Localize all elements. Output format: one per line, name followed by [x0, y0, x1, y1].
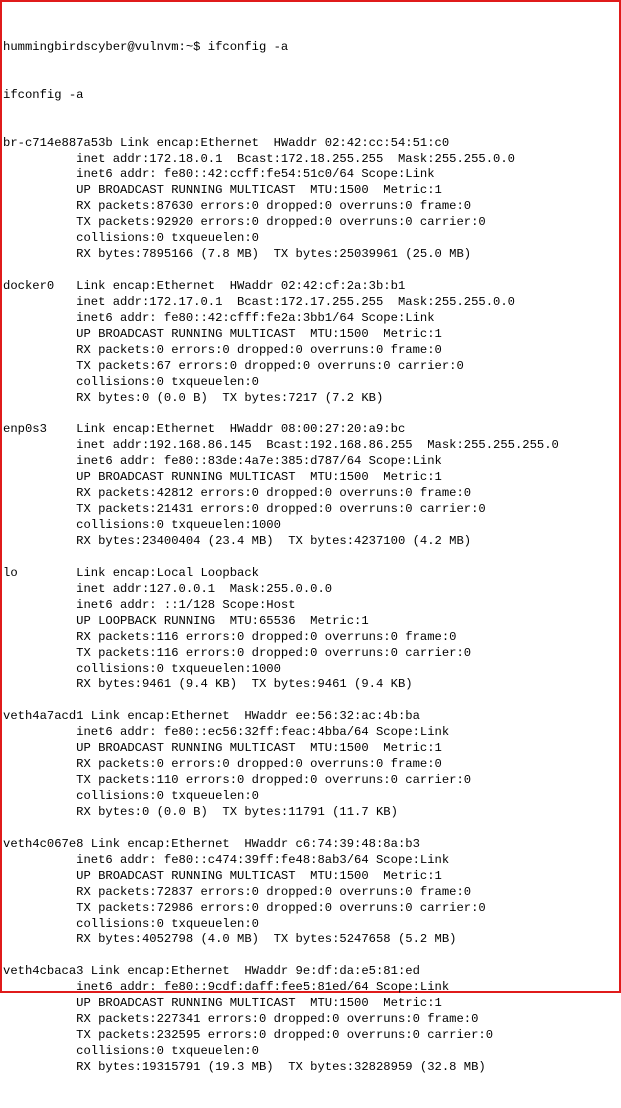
interface-detail-line: inet6 addr: fe80::83de:4a7e:385:d787/64 Scope:Link — [3, 454, 442, 469]
interface-detail-line: RX packets:116 errors:0 dropped:0 overruns:0 frame:0 — [3, 629, 457, 644]
interface-header-line: docker0 Link encap:Ethernet HWaddr 02:42:cf:2a:3b:b1 — [3, 279, 406, 294]
interface-detail-line: inet6 addr: fe80::42:ccff:fe54:51c0/64 Scope:Link — [3, 167, 435, 182]
interface-header-line: enp0s3 Link encap:Ethernet HWaddr 08:00:27:20:a9:bc — [3, 422, 406, 437]
interface-detail-line: TX packets:116 errors:0 dropped:0 overruns:0 carrier:0 — [3, 645, 472, 660]
interface-detail-line: TX packets:92920 errors:0 dropped:0 overruns:0 carrier:0 — [3, 215, 486, 230]
interface-detail-line: TX packets:72986 errors:0 dropped:0 overruns:0 carrier:0 — [3, 900, 486, 915]
interface-header-line: lo Link encap:Local Loopback — [3, 565, 259, 580]
interface-detail-line: RX bytes:19315791 (19.3 MB) TX bytes:32828959 (32.8 MB) — [3, 1059, 486, 1074]
interface-block — [3, 837, 619, 965]
interface-detail-line: UP BROADCAST RUNNING MULTICAST MTU:1500 Metric:1 — [3, 996, 442, 1011]
interface-detail-line: RX packets:0 errors:0 dropped:0 overruns:0 frame:0 — [3, 342, 442, 357]
interface-detail-line: RX packets:87630 errors:0 dropped:0 overruns:0 frame:0 — [3, 199, 472, 214]
interface-detail-line: collisions:0 txqueuelen:0 — [3, 1044, 259, 1059]
interface-detail-line: RX bytes:23400404 (23.4 MB) TX bytes:4237100 (4.2 MB) — [3, 534, 472, 549]
interface-detail-line: RX bytes:4052798 (4.0 MB) TX bytes:5247658 (5.2 MB) — [3, 932, 457, 947]
interface-detail-line: inet6 addr: fe80::ec56:32ff:feac:4bba/64 Scope:Link — [3, 725, 450, 740]
interface-block — [3, 964, 619, 1076]
command-echo-line: ifconfig -a — [3, 87, 84, 102]
blank-line — [3, 550, 619, 566]
interface-detail-line: TX packets:110 errors:0 dropped:0 overruns:0 carrier:0 — [3, 773, 472, 788]
interface-detail-line: TX packets:232595 errors:0 dropped:0 overruns:0 carrier:0 — [3, 1028, 494, 1043]
interface-detail-line: UP BROADCAST RUNNING MULTICAST MTU:1500 Metric:1 — [3, 183, 442, 198]
interface-block — [3, 279, 619, 422]
interface-block — [3, 709, 619, 837]
interface-header-line: veth4a7acd1 Link encap:Ethernet HWaddr ee:56:32:ac:4b:ba — [3, 709, 420, 724]
interface-header-line: br-c714e887a53b Link encap:Ethernet HWaddr 02:42:cc:54:51:c0 — [3, 135, 450, 150]
terminal-output[interactable] — [3, 8, 619, 1108]
interface-detail-line: RX bytes:7895166 (7.8 MB) TX bytes:25039961 (25.0 MB) — [3, 247, 472, 262]
interface-detail-line: inet addr:127.0.0.1 Mask:255.0.0.0 — [3, 581, 333, 596]
interface-detail-line: inet addr:192.168.86.145 Bcast:192.168.86.255 Mask:255.255.255.0 — [3, 438, 559, 453]
interface-detail-line: UP BROADCAST RUNNING MULTICAST MTU:1500 Metric:1 — [3, 326, 442, 341]
interface-detail-line: RX packets:227341 errors:0 dropped:0 overruns:0 frame:0 — [3, 1012, 479, 1027]
interface-block — [3, 566, 619, 709]
interface-detail-line: UP BROADCAST RUNNING MULTICAST MTU:1500 Metric:1 — [3, 470, 442, 485]
blank-line — [3, 263, 619, 279]
interface-block — [3, 422, 619, 565]
interface-detail-line: TX packets:21431 errors:0 dropped:0 overruns:0 carrier:0 — [3, 502, 486, 517]
interface-header-line: veth4cbaca3 Link encap:Ethernet HWaddr 9e:df:da:e5:81:ed — [3, 964, 420, 979]
interface-detail-line: collisions:0 txqueuelen:1000 — [3, 518, 281, 533]
interface-detail-line: collisions:0 txqueuelen:0 — [3, 789, 259, 804]
interface-list — [3, 136, 619, 1076]
interface-detail-line: inet6 addr: ::1/128 Scope:Host — [3, 597, 296, 612]
interface-detail-line: UP BROADCAST RUNNING MULTICAST MTU:1500 Metric:1 — [3, 868, 442, 883]
interface-detail-line: RX packets:72837 errors:0 dropped:0 overruns:0 frame:0 — [3, 884, 472, 899]
interface-detail-line: collisions:0 txqueuelen:1000 — [3, 661, 281, 676]
interface-detail-line: RX bytes:9461 (9.4 KB) TX bytes:9461 (9.4 KB) — [3, 677, 413, 692]
blank-line — [3, 948, 619, 964]
blank-line — [3, 821, 619, 837]
interface-header-line: veth4c067e8 Link encap:Ethernet HWaddr c6:74:39:48:8a:b3 — [3, 836, 420, 851]
interface-detail-line: collisions:0 txqueuelen:0 — [3, 231, 259, 246]
blank-line — [3, 693, 619, 709]
command-prompt-line: hummingbirdscyber@vulnvm:~$ ifconfig -a — [3, 39, 289, 54]
interface-detail-line: RX bytes:0 (0.0 B) TX bytes:7217 (7.2 KB) — [3, 390, 384, 405]
interface-detail-line: RX bytes:0 (0.0 B) TX bytes:11791 (11.7 KB) — [3, 804, 398, 819]
interface-detail-line: UP BROADCAST RUNNING MULTICAST MTU:1500 Metric:1 — [3, 741, 442, 756]
interface-detail-line: inet6 addr: fe80::9cdf:daff:fee5:81ed/64 Scope:Link — [3, 980, 450, 995]
interface-detail-line: inet addr:172.18.0.1 Bcast:172.18.255.255 Mask:255.255.0.0 — [3, 151, 515, 166]
interface-detail-line: inet addr:172.17.0.1 Bcast:172.17.255.255 Mask:255.255.0.0 — [3, 294, 515, 309]
interface-detail-line: RX packets:0 errors:0 dropped:0 overruns:0 frame:0 — [3, 757, 442, 772]
interface-detail-line: inet6 addr: fe80::c474:39ff:fe48:8ab3/64 Scope:Link — [3, 852, 450, 867]
interface-block — [3, 136, 619, 279]
interface-detail-line: collisions:0 txqueuelen:0 — [3, 374, 259, 389]
interface-detail-line: inet6 addr: fe80::42:cfff:fe2a:3bb1/64 Scope:Link — [3, 310, 435, 325]
interface-detail-line: collisions:0 txqueuelen:0 — [3, 916, 259, 931]
interface-detail-line: TX packets:67 errors:0 dropped:0 overruns:0 carrier:0 — [3, 358, 464, 373]
interface-detail-line: UP LOOPBACK RUNNING MTU:65536 Metric:1 — [3, 613, 369, 628]
interface-detail-line: RX packets:42812 errors:0 dropped:0 overruns:0 frame:0 — [3, 486, 472, 501]
blank-line — [3, 407, 619, 423]
